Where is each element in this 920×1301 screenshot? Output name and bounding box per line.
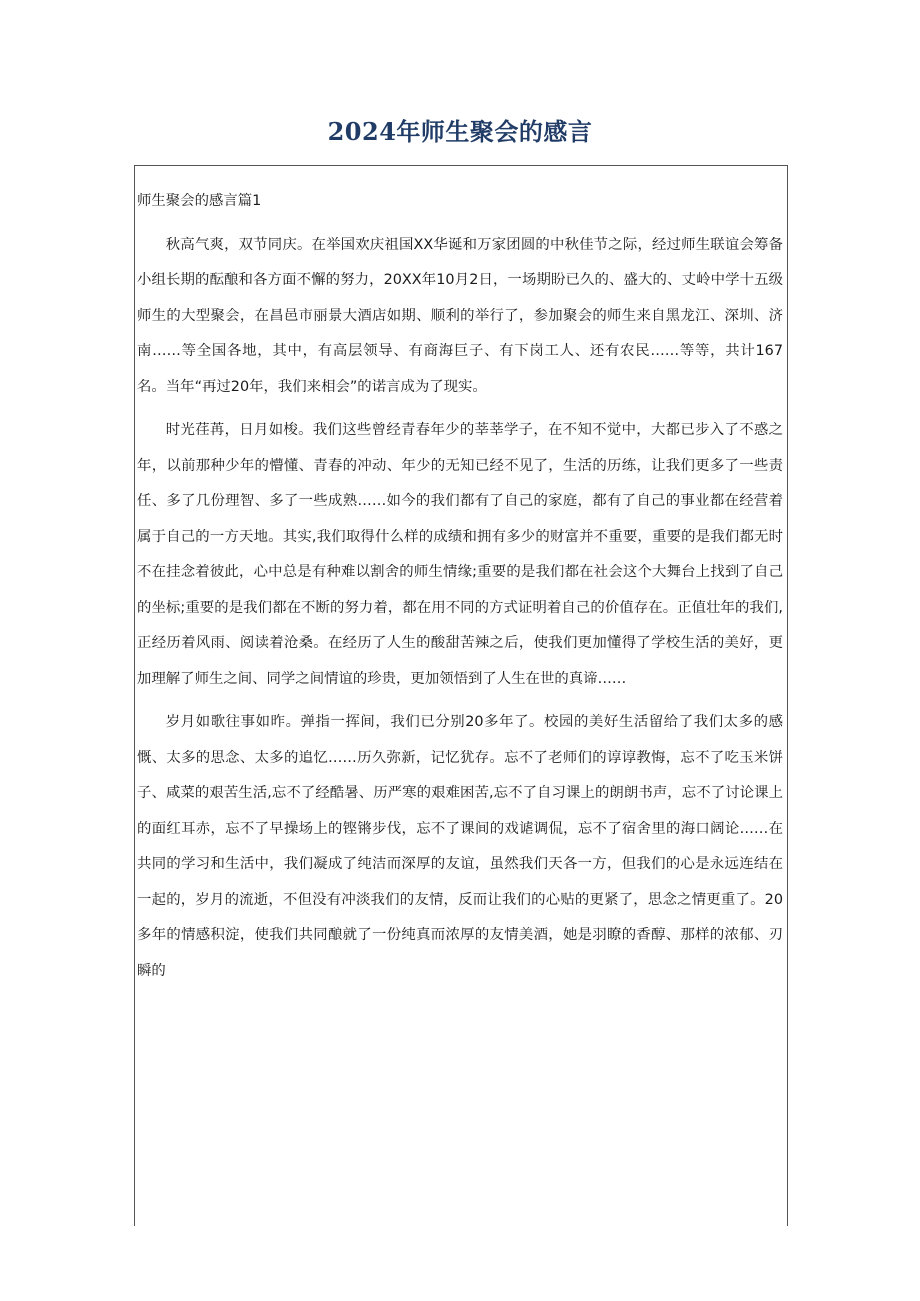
paragraph-1: 秋高气爽，双节同庆。在举国欢庆祖国XX华诞和万家团圆的中秋佳节之际，经过师生联谊会筹备小组长期的酝酿和各方面不懈的努力，20XX年10月2日，一场期盼已久的、盛大的、丈岭中学十五级师生的大型聚会，在昌邑市丽景大酒店如期、顺利的举行了，参加聚会的师生来自黑龙江、深圳、济南……等全国各地，其中，有高层领导、有商海巨子、有下岗工人、还有农民……等等，共计167名。当年“再过20年，我们来相会”的诺言成为了现实。 <box>137 236 783 395</box>
section-heading: 师生聚会的感言篇1 <box>137 193 262 209</box>
document-title: 2024年师生聚会的感言 <box>327 117 593 146</box>
paragraph-2: 时光荏苒，日月如梭。我们这些曾经青春年少的莘莘学子，在不知不觉中，大都已步入了不惑之年，以前那种少年的懵懂、青春的冲动、年少的无知已经不见了，生活的历练，让我们更多了一些责任、多了几份理智、多了一些成熟……如今的我们都有了自己的家庭，都有了自己的事业都在经营着属于自己的一方天地。其实,我们取得什么样的成绩和拥有多少的财富并不重要，重要的是我们都无时不在挂念着彼此，心中总是有种难以割舍的师生情缘;重要的是我们都在社会这个大舞台上找到了自己的坐标;重要的是我们都在不断的努力着，都在用不同的方式证明着自己的价值存在。正值壮年的我们,正经历着风雨、阅读着沧桑。在经历了人生的酸甜苦辣之后，使我们更加懂得了学校生活的美好，更加理解了师生之间、同学之间情谊的珍贵，更加领悟到了人生在世的真谛…… <box>137 422 783 687</box>
paragraph-3: 岁月如歌往事如昨。弹指一挥间，我们已分别20多年了。校园的美好生活留给了我们太多的感慨、太多的思念、太多的追忆……历久弥新，记忆犹存。忘不了老师们的谆谆教悔，忘不了吃玉米饼子、咸菜的艰苦生活,忘不了经酷暑、历严寒的艰难困苦,忘不了自习课上的朗朗书声，忘不了讨论课上的面红耳赤，忘不了早操场上的铿锵步伐，忘不了课间的戏谑调侃，忘不了宿舍里的海口阔论……在共同的学习和生活中，我们凝成了纯洁而深厚的友谊，虽然我们天各一方，但我们的心是永远连结在一起的，岁月的流逝，不但没有冲淡我们的友情，反而让我们的心贴的更紧了，思念之情更重了。20多年的情感积淀，使我们共同酿就了一份纯真而浓厚的友情美酒，她是羽瞭的香醇、那样的浓郁、刃瞬的 <box>137 714 783 979</box>
document-body <box>137 184 783 997</box>
text-frame <box>134 165 788 1226</box>
